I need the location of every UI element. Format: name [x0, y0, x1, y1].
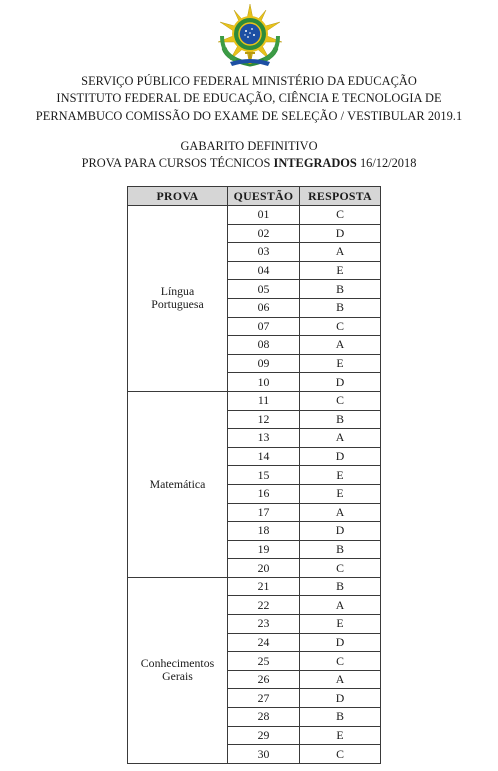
prova-date: 16/12/2018 — [359, 156, 417, 170]
header-resposta: RESPOSTA — [300, 187, 381, 206]
brazil-coat-of-arms-icon — [214, 2, 286, 68]
resposta-cell: B — [300, 280, 381, 299]
questao-cell: 20 — [228, 559, 300, 578]
prova-name-line-2: Gerais — [162, 669, 193, 684]
table-row — [128, 577, 381, 596]
questao-cell: 02 — [228, 224, 300, 243]
resposta-cell: A — [300, 503, 381, 522]
resposta-cell: B — [300, 298, 381, 317]
resposta-cell: D — [300, 447, 381, 466]
questao-cell: 04 — [228, 261, 300, 280]
resposta-cell: B — [300, 540, 381, 559]
resposta-cell: E — [300, 261, 381, 280]
resposta-cell: C — [300, 652, 381, 671]
institution-header — [0, 73, 498, 125]
questao-cell: 21 — [228, 577, 300, 596]
table-row — [128, 206, 381, 225]
resposta-cell: C — [300, 317, 381, 336]
document-title — [0, 138, 498, 172]
questao-cell: 10 — [228, 373, 300, 392]
prova-bold: INTEGRADOS — [273, 156, 357, 170]
prova-line — [0, 155, 498, 172]
questao-cell: 14 — [228, 447, 300, 466]
questao-cell: 06 — [228, 298, 300, 317]
resposta-cell: B — [300, 577, 381, 596]
resposta-cell: D — [300, 224, 381, 243]
table-body — [128, 206, 381, 764]
questao-cell: 25 — [228, 652, 300, 671]
resposta-cell: C — [300, 745, 381, 764]
questao-cell: 17 — [228, 503, 300, 522]
resposta-cell: C — [300, 391, 381, 410]
prova-section-name — [128, 206, 228, 392]
prova-section-name — [128, 577, 228, 763]
resposta-cell: E — [300, 466, 381, 485]
table-header-row — [128, 187, 381, 206]
header-line-2: INSTITUTO FEDERAL DE EDUCAÇÃO, CIÊNCIA E TECNOLOGIA DE — [56, 91, 442, 106]
resposta-cell: A — [300, 596, 381, 615]
table-row — [128, 391, 381, 410]
questao-cell: 26 — [228, 670, 300, 689]
questao-cell: 24 — [228, 633, 300, 652]
questao-cell: 12 — [228, 410, 300, 429]
questao-cell: 18 — [228, 522, 300, 541]
resposta-cell: C — [300, 559, 381, 578]
resposta-cell: D — [300, 373, 381, 392]
questao-cell: 23 — [228, 615, 300, 634]
questao-cell: 11 — [228, 391, 300, 410]
gabarito-title: GABARITO DEFINITIVO — [180, 139, 318, 153]
answer-key-table — [127, 186, 381, 764]
questao-cell: 30 — [228, 745, 300, 764]
resposta-cell: A — [300, 670, 381, 689]
questao-cell: 29 — [228, 726, 300, 745]
resposta-cell: D — [300, 689, 381, 708]
resposta-cell: D — [300, 522, 381, 541]
questao-cell: 16 — [228, 484, 300, 503]
prova-name-line-1: Língua — [160, 284, 195, 299]
questao-cell: 08 — [228, 336, 300, 355]
header-line-1: SERVIÇO PÚBLICO FEDERAL MINISTÉRIO DA EDUCAÇÃO — [81, 74, 417, 88]
resposta-cell: D — [300, 633, 381, 652]
questao-cell: 27 — [228, 689, 300, 708]
prova-name-line-1: Conhecimentos — [140, 656, 215, 671]
resposta-cell: A — [300, 429, 381, 448]
prova-section-name — [128, 391, 228, 577]
resposta-cell: E — [300, 615, 381, 634]
header-prova: PROVA — [128, 187, 228, 206]
resposta-cell: A — [300, 243, 381, 262]
resposta-cell: E — [300, 726, 381, 745]
questao-cell: 28 — [228, 708, 300, 727]
questao-cell: 05 — [228, 280, 300, 299]
resposta-cell: E — [300, 354, 381, 373]
resposta-cell: A — [300, 336, 381, 355]
header-questao: QUESTÃO — [228, 187, 300, 206]
questao-cell: 09 — [228, 354, 300, 373]
prova-name-line-2: Portuguesa — [151, 297, 204, 312]
prova-prefix: PROVA PARA CURSOS TÉCNICOS — [81, 156, 271, 170]
questao-cell: 01 — [228, 206, 300, 225]
resposta-cell: B — [300, 410, 381, 429]
resposta-cell: E — [300, 484, 381, 503]
questao-cell: 03 — [228, 243, 300, 262]
questao-cell: 15 — [228, 466, 300, 485]
questao-cell: 19 — [228, 540, 300, 559]
prova-name-line-1: Matemática — [149, 476, 206, 491]
resposta-cell: B — [300, 708, 381, 727]
header-line-3: PERNAMBUCO COMISSÃO DO EXAME DE SELEÇÃO / VESTIBULAR 2019.1 — [35, 108, 463, 123]
resposta-cell: C — [300, 206, 381, 225]
questao-cell: 07 — [228, 317, 300, 336]
questao-cell: 13 — [228, 429, 300, 448]
questao-cell: 22 — [228, 596, 300, 615]
